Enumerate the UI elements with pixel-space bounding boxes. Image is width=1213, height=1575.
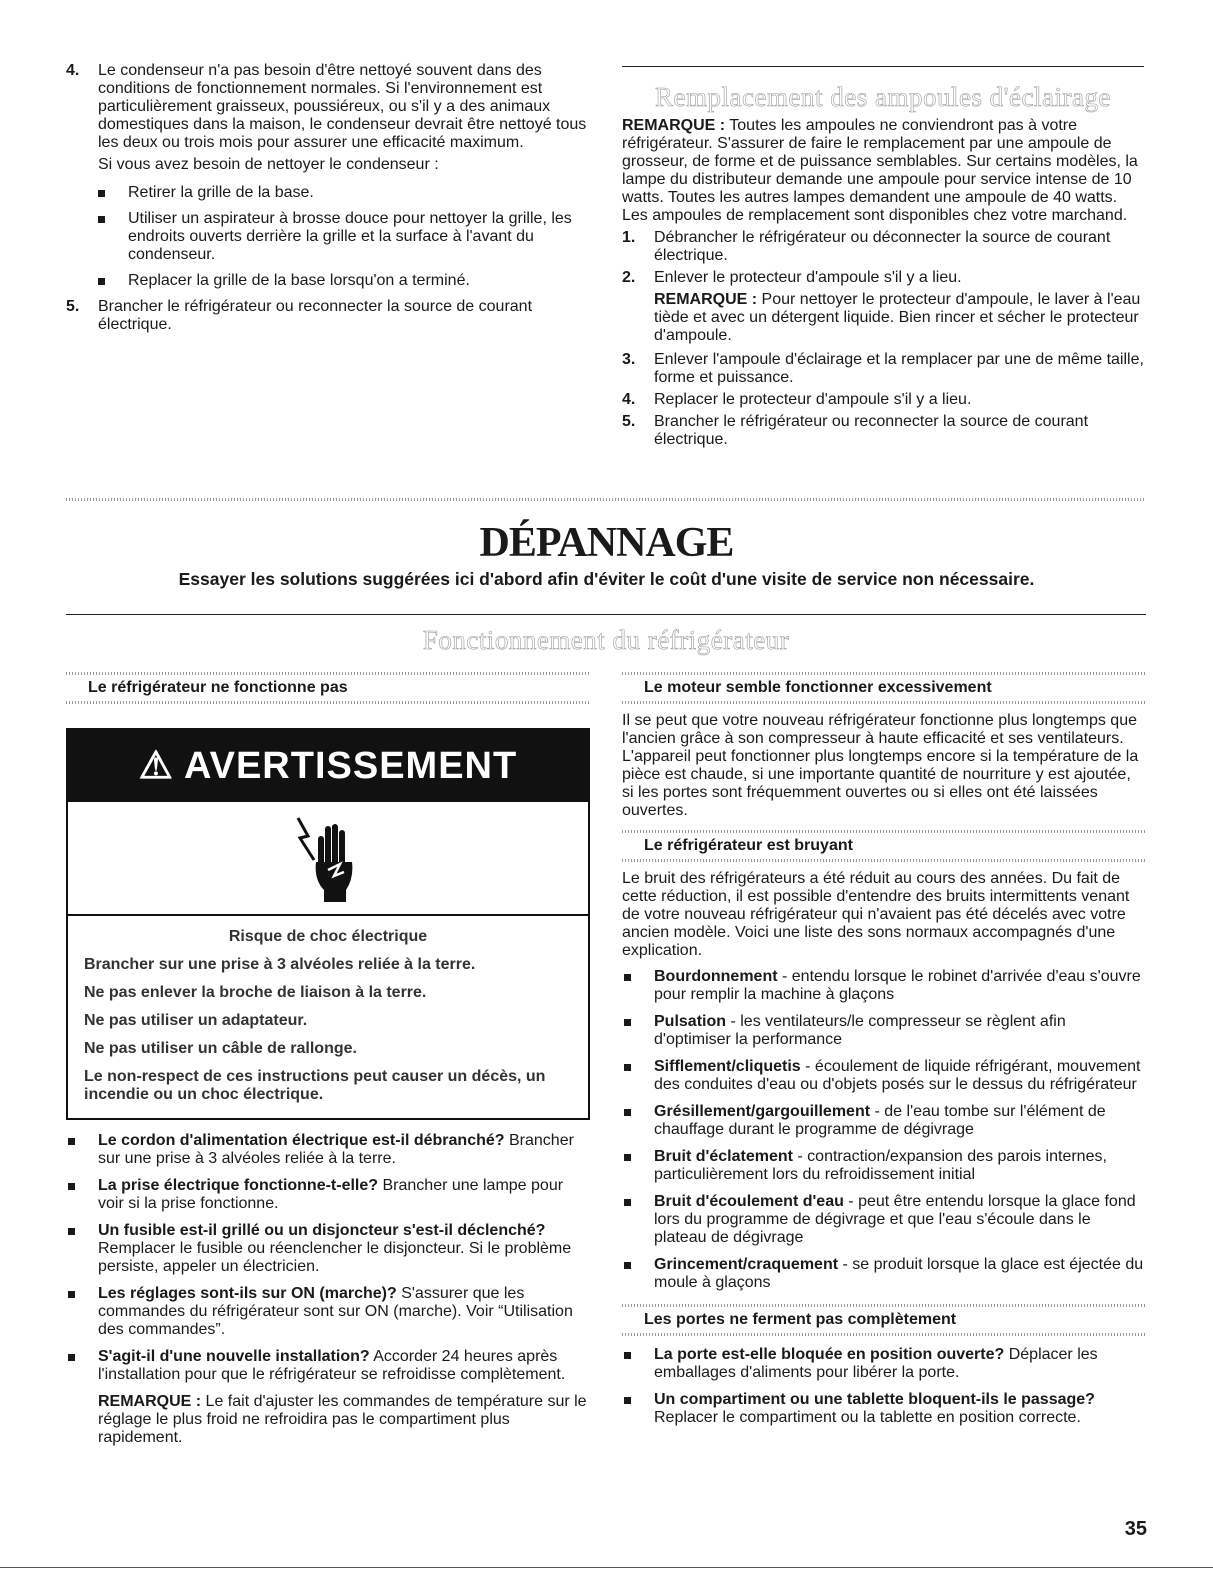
- warning-line: Ne pas utiliser un adaptateur.: [84, 1012, 308, 1029]
- electric-shock-icon: [68, 802, 588, 916]
- step-number: 3.: [622, 351, 636, 368]
- step-number: 5.: [622, 413, 636, 430]
- sound-desc: - écoulement de liquide réfrigérant, mouvement des conduites d'eau ou d'objets posés sur le dessus du réfrigérateur: [654, 1058, 1141, 1093]
- warning-line: Ne pas utiliser un câble de rallonge.: [84, 1040, 357, 1057]
- step-number: 5.: [66, 298, 80, 315]
- step-text: Débrancher le réfrigérateur ou déconnecter la source de courant électrique.: [654, 229, 1111, 264]
- condenser-cleaning-section: [66, 62, 588, 338]
- sound-name: Grincement/craquement: [654, 1256, 839, 1273]
- bullet-item: Replacer la grille de la base lorsqu'on a terminé.: [66, 272, 588, 290]
- dotted-divider: [622, 1333, 1146, 1336]
- step-text: Enlever le protecteur d'ampoule s'il y a lieu.: [654, 269, 962, 286]
- warning-line: Brancher sur une prise à 3 alvéoles reliée à la terre.: [84, 956, 476, 973]
- paragraph: Le bruit des réfrigérateurs a été réduit au cours des années. Du fait de cette réduction, il est possible d'entendre des bruits intermittents venant de votre nouveau réfrigérateur qui n'avaient pas été décelés avec votre ancien modèle. Voici une liste des sons normaux accompagnés d'une explication.: [622, 870, 1130, 959]
- sound-name: Grésillement/gargouillement: [654, 1103, 871, 1120]
- check-answer: Accorder 24 heures après l'installation pour que le réfrigérateur se refroidisse complètement.: [98, 1348, 566, 1383]
- sound-desc: - entendu lorsque le robinet d'arrivée d'eau s'ouvre pour remplir la machine à glaçons: [654, 968, 1141, 1003]
- warning-line: Le non-respect de ces instructions peut causer un décès, un incendie ou un choc électrique.: [84, 1068, 546, 1103]
- page-bottom-rule: [0, 1567, 1213, 1568]
- sound-name: Bruit d'éclatement: [654, 1148, 793, 1165]
- bulb-replacement-section: [622, 62, 1144, 453]
- warning-box: [66, 728, 590, 1120]
- check-answer: S'assurer que les commandes du réfrigérateur sont sur ON (marche). Voir “Utilisation des commandes”.: [98, 1285, 573, 1338]
- sound-item: [622, 1103, 1146, 1139]
- step-text: Le condenseur n'a pas besoin d'être nettoyé souvent dans des conditions de fonctionnement normales. Si l'environnement est particulièrement graisseux, poussiéreux, ou s'il y a des animaux domestiques dans la maison, le condenseur devrait être nettoyé tous les deux ou trois mois pour assurer une efficacité maximum.: [98, 62, 587, 151]
- check-item: [66, 1177, 590, 1213]
- warning-line: Risque de choc électrique: [228, 928, 428, 945]
- step-4: [66, 62, 588, 174]
- note-text: Toutes les ampoules ne conviendront pas à votre réfrigérateur. S'assurer de faire le remplacement par une ampoule de grosseur, de forme et de puissance semblables. Sur certains modèles, la lampe du distributeur demande une ampoule pour service intense de 10 watts. Toutes les autres lampes demandent une ampoule de 40 watts. Les ampoules de remplacement sont disponibles chez votre marchand.: [622, 117, 1138, 224]
- noise-section: [622, 672, 1146, 1436]
- sound-desc: - contraction/expansion des parois internes, particulièrement lors du refroidissement initial: [654, 1148, 1107, 1183]
- subsection-heading: Le réfrigérateur est bruyant: [644, 837, 853, 854]
- step-text: Enlever l'ampoule d'éclairage et la remplacer par une de même taille, forme et puissance.: [654, 351, 1144, 386]
- check-question: S'agit-il d'une nouvelle installation?: [98, 1348, 370, 1365]
- not-running-section: [66, 672, 590, 1447]
- sound-name: Bruit d'écoulement d'eau: [654, 1193, 844, 1210]
- sound-item: [622, 1148, 1146, 1184]
- section-title: Remplacement des ampoules d'éclairage: [655, 82, 1111, 112]
- note-paragraph: [622, 117, 1144, 225]
- sound-item: [622, 1256, 1146, 1292]
- warning-line: Ne pas enlever la broche de liaison à la terre.: [84, 984, 427, 1001]
- step-number: 4.: [66, 62, 80, 79]
- section-rule: [66, 614, 1146, 615]
- sound-item: [622, 1193, 1146, 1247]
- check-question: Les réglages sont-ils sur ON (marche)?: [98, 1285, 397, 1302]
- sound-item: [622, 1013, 1146, 1049]
- note-label: REMARQUE :: [622, 117, 726, 134]
- sound-desc: - les ventilateurs/le compresseur se règlent afin d'optimiser la performance: [654, 1013, 1066, 1048]
- sound-name: Bourdonnement: [654, 968, 778, 985]
- dotted-divider: [622, 859, 1146, 862]
- door-item: [622, 1346, 1146, 1382]
- step-number: 2.: [622, 269, 636, 286]
- check-answer: Brancher une lampe pour voir si la prise fonctionne.: [98, 1177, 564, 1212]
- sound-name: Sifflement/cliquetis: [654, 1058, 801, 1075]
- check-answer: Déplacer les emballages d'aliments pour libérer la porte.: [654, 1346, 1098, 1381]
- step-note: [654, 291, 1144, 345]
- check-question: Un fusible est-il grillé ou un disjoncteur s'est-il déclenché?: [98, 1222, 546, 1239]
- step-text: Replacer le protecteur d'ampoule s'il y a lieu.: [654, 391, 972, 408]
- bullet-item: Retirer la grille de la base.: [66, 184, 588, 202]
- warning-header: ⚠ AVERTISSEMENT: [68, 730, 588, 802]
- note-label: REMARQUE :: [654, 291, 758, 308]
- step-3: [622, 351, 1144, 387]
- step-subtext: Si vous avez besoin de nettoyer le condenseur :: [98, 156, 439, 173]
- sound-desc: - de l'eau tombe sur l'élément de chauffage durant le programme de dégivrage: [654, 1103, 1106, 1138]
- sound-desc: - se produit lorsque la glace est éjectée du moule à glaçons: [654, 1256, 1144, 1291]
- bullet-item: Utiliser un aspirateur à brosse douce pour nettoyer la grille, les endroits ouverts derrière la grille et la surface à l'avant du condenseur.: [66, 210, 588, 264]
- check-item: [66, 1222, 590, 1276]
- subsection-heading: Le moteur semble fonctionner excessivement: [644, 679, 992, 696]
- subsection-heading: Les portes ne ferment pas complètement: [644, 1311, 957, 1328]
- door-item: [622, 1391, 1146, 1427]
- check-question: Un compartiment ou une tablette bloquent-ils le passage?: [654, 1391, 1095, 1408]
- sound-item: [622, 968, 1146, 1004]
- note-paragraph: [66, 1393, 590, 1447]
- check-question: La porte est-elle bloquée en position ouverte?: [654, 1346, 1005, 1363]
- check-answer: Replacer le compartiment ou la tablette en position correcte.: [654, 1409, 1081, 1426]
- check-item: [66, 1348, 590, 1384]
- page-title: DÉPANNAGE: [479, 520, 734, 566]
- page-subtitle: Essayer les solutions suggérées ici d'abord afin d'éviter le coût d'une visite de service non nécessaire.: [178, 569, 1035, 589]
- check-answer: Brancher sur une prise à 3 alvéoles reliée à la terre.: [98, 1132, 574, 1167]
- check-question: La prise électrique fonctionne-t-elle?: [98, 1177, 379, 1194]
- step-text: Brancher le réfrigérateur ou reconnecter la source de courant électrique.: [98, 298, 533, 333]
- step-1: [622, 229, 1144, 265]
- step-5: [66, 298, 588, 334]
- check-item: [66, 1285, 590, 1339]
- step-number: 4.: [622, 391, 636, 408]
- note-text: Pour nettoyer le protecteur d'ampoule, le laver à l'eau tiède et avec un détergent liquide. Bien rincer et sécher le protecteur d'ampoule.: [654, 291, 1141, 344]
- dotted-divider: [66, 701, 590, 704]
- step-text: Brancher le réfrigérateur ou reconnecter la source de courant électrique.: [654, 413, 1089, 448]
- section-title: Fonctionnement du réfrigérateur: [422, 625, 790, 655]
- subsection-heading: Le réfrigérateur ne fonctionne pas: [88, 679, 348, 696]
- sound-item: [622, 1058, 1146, 1094]
- dotted-divider: [622, 701, 1146, 704]
- dotted-divider: [66, 498, 1146, 501]
- step-number: 1.: [622, 229, 636, 246]
- sound-name: Pulsation: [654, 1013, 727, 1030]
- sound-desc: - peut être entendu lorsque la glace fond lors du programme de dégivrage et que l'eau s'écoule dans le plateau de dégivrage: [654, 1193, 1136, 1246]
- step-2: [622, 269, 1144, 287]
- step-5: [622, 413, 1144, 449]
- note-text: Le fait d'ajuster les commandes de température sur le réglage le plus froid ne refroidira pas le compartiment plus rapidement.: [98, 1393, 587, 1446]
- check-item: [66, 1132, 590, 1168]
- check-question: Le cordon d'alimentation électrique est-il débranché?: [98, 1132, 505, 1149]
- page-number: 35: [1124, 1518, 1147, 1540]
- check-answer: Remplacer le fusible ou réenclencher le disjoncteur. Si le problème persiste, appeler un électricien.: [98, 1240, 572, 1275]
- note-label: REMARQUE :: [98, 1393, 202, 1410]
- step-4: [622, 391, 1144, 409]
- warning-body: [68, 916, 588, 1118]
- section-rule: [622, 66, 1144, 67]
- paragraph: Il se peut que votre nouveau réfrigérateur fonctionne plus longtemps que l'ancien grâce à son compresseur à haute efficacité et ses ventilateurs. L'appareil peut fonctionner plus longtemps encore si la température de la pièce est chaude, si une importante quantité de nourriture y est ajoutée, si les portes sont fréquemment ouvertes ou si elles ont été laissées ouvertes.: [622, 712, 1139, 819]
